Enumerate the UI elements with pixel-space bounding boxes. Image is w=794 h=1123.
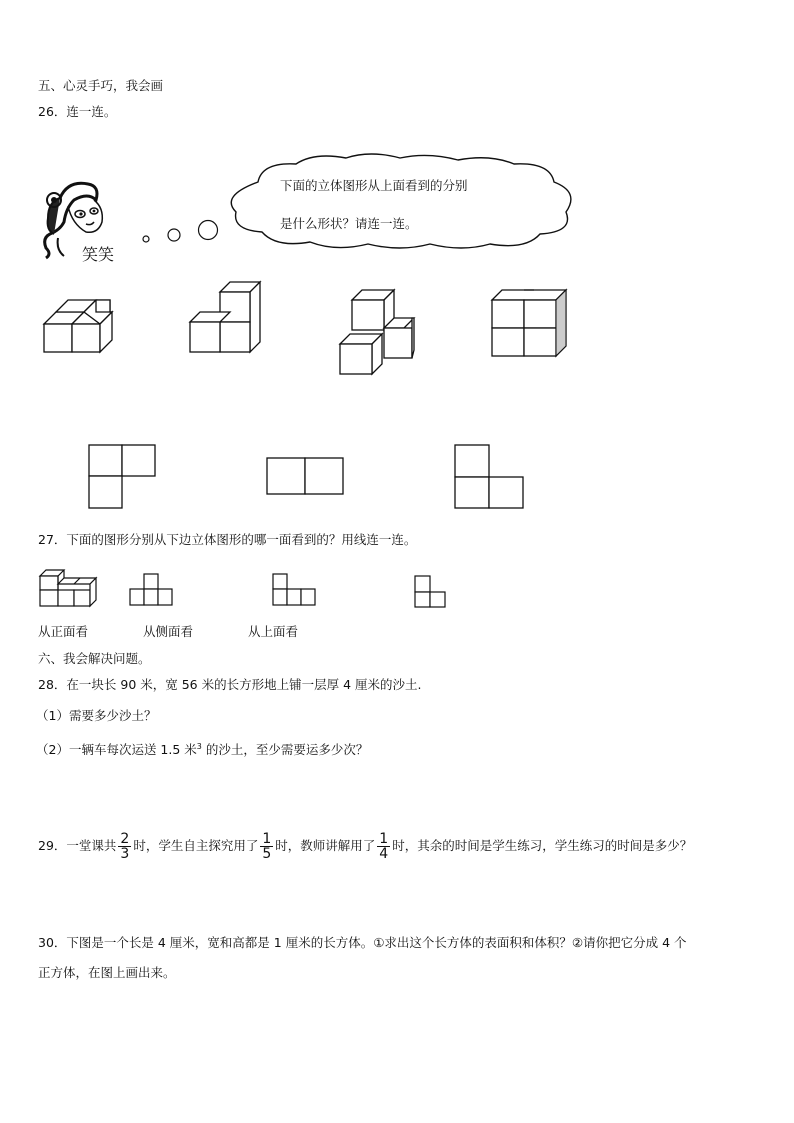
bubble-line-2: 是什么形状？请连一连。 — [280, 216, 418, 231]
question-28-part-2: （2）一辆车每次运送 1.5 米$^3$ 的沙土，至少需要运多少次？ — [36, 742, 369, 758]
top-view-3 — [454, 444, 526, 510]
thought-dots — [140, 218, 220, 248]
solid-figure-1 — [42, 298, 124, 356]
question-27-label: 27．下面的图形分别从下边立体图形的哪一面看到的？用线连一连。 — [38, 532, 417, 547]
section-title: 六、我会解决问题。 — [38, 651, 151, 666]
q27-view-a — [128, 572, 178, 608]
view-label-side: 从侧面看 — [143, 624, 194, 639]
solid-figure-2 — [188, 280, 264, 354]
fraction-1-4: $\frac{1}{4}$ — [379, 831, 389, 862]
question-28-part-1: （1）需要多少沙土？ — [36, 708, 157, 723]
section-title: 五、心灵手巧，我会画 — [38, 78, 164, 93]
top-view-1 — [88, 444, 158, 510]
view-label-top: 从上面看 — [248, 624, 299, 639]
fraction-1-5: $\frac{1}{5}$ — [262, 831, 272, 862]
solid-figure-4 — [490, 288, 570, 360]
question-26-label: 26．连一连。 — [38, 104, 117, 119]
q27-solid — [38, 566, 100, 608]
question-30-line-1: 30．下图是一个长是 4 厘米，宽和高都是 1 厘米的长方体。①求出这个长方体的表面积和体积？②请你把它分成 4 个 — [38, 935, 687, 950]
q27-view-c — [412, 574, 448, 610]
solid-figure-3 — [338, 288, 416, 376]
question-29: 29．一堂课共 $\frac{2}{3}$ 时，学生自主探究用了 $\frac{1}{5}$ 时，教师讲解用了 $\frac{1}{4}$ 时，其余的时间是学生练习，学生练习的时间是多少？ — [38, 831, 693, 862]
top-view-2 — [266, 456, 346, 496]
character-name: 笑笑 — [82, 245, 115, 264]
thought-cloud — [218, 152, 580, 252]
bubble-line-1: 下面的立体图形从上面看到的分别 — [280, 178, 468, 193]
view-label-front: 从正面看 — [38, 624, 89, 639]
fraction-2-3: $\frac{2}{3}$ — [120, 831, 130, 862]
q27-view-b — [270, 572, 320, 608]
question-28-stem: 28．在一块长 90 米，宽 56 米的长方形地上铺一层厚 4 厘米的沙土. — [38, 677, 422, 692]
question-30-line-2: 正方体，在图上画出来。 — [38, 965, 176, 980]
